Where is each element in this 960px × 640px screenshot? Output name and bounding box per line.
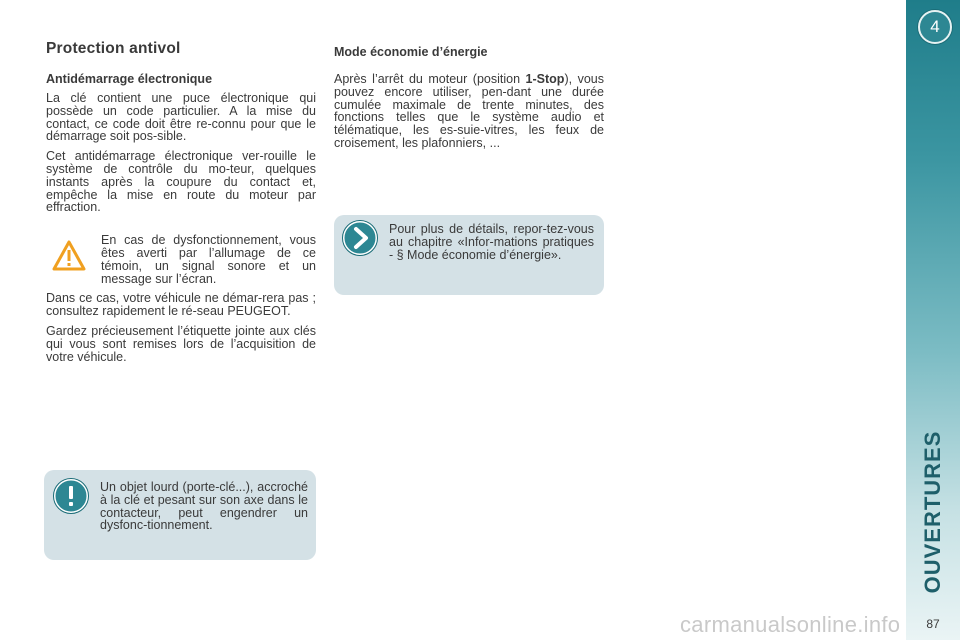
middle-column [334, 40, 604, 157]
paragraph: Gardez précieusement l’étiquette jointe aux clés qui vous sont remises lors de l’acquisition de votre véhicule. [46, 323, 316, 364]
reference-box [334, 215, 604, 295]
paragraph [334, 73, 604, 150]
info-text: Un objet lourd (porte-clé...), accroché à la clé et pesant sur son axe dans le contacteur, peut engendrer un dysfonc-tionnement. [100, 480, 308, 533]
page-number: 87 [926, 617, 940, 631]
subsection-title: Mode économie d’énergie [334, 45, 488, 59]
paragraph: Cet antidémarrage électronique ver-rouille le système de contrôle du mo-teur, quelques instants après la coupure du contact et, empêche la mise en route du moteur par effraction. [46, 149, 316, 215]
paragraph-end: ), vous pouvez encore utiliser, pen-dant une durée cumulée maximale de trente minutes, des fonctions telles que le système audio et télématique, les es-suie-vitres, les feux de croisement, les plafonniers, ... [334, 72, 604, 150]
exclamation-circle-icon [53, 478, 89, 514]
paragraph-start: Après l’arrêt du moteur (position [334, 72, 526, 86]
chapter-label: OUVERTURES [920, 430, 945, 594]
warning-triangle-icon [52, 240, 86, 272]
subsection-title: Antidémarrage électronique [46, 72, 213, 86]
reference-text: Pour plus de détails, repor-tez-vous au chapitre «Infor-mations pratiques - § Mode économie d’énergie». [389, 222, 594, 262]
chapter-number-badge: 4 [918, 10, 952, 44]
stop-position: 1-Stop [525, 72, 565, 86]
warning-text: En cas de dysfonctionnement, vous êtes averti par l’allumage de ce témoin, un signal sonore et un message sur l’écran. [101, 233, 316, 286]
warning-note [46, 234, 316, 285]
section-title: Protection antivol [46, 40, 181, 57]
info-box [44, 470, 316, 560]
left-column [46, 40, 316, 370]
watermark: carmanualsonline.info [680, 612, 901, 637]
chevron-right-circle-icon [342, 220, 378, 256]
paragraph: Dans ce cas, votre véhicule ne démar-rera pas ; consultez rapidement le ré-seau PEUGEOT. [46, 291, 316, 319]
paragraph: La clé contient une puce électronique qui possède un code particulier. A la mise du contact, ce code doit être re-connu pour que le démarrage soit pos-sible. [46, 91, 316, 144]
